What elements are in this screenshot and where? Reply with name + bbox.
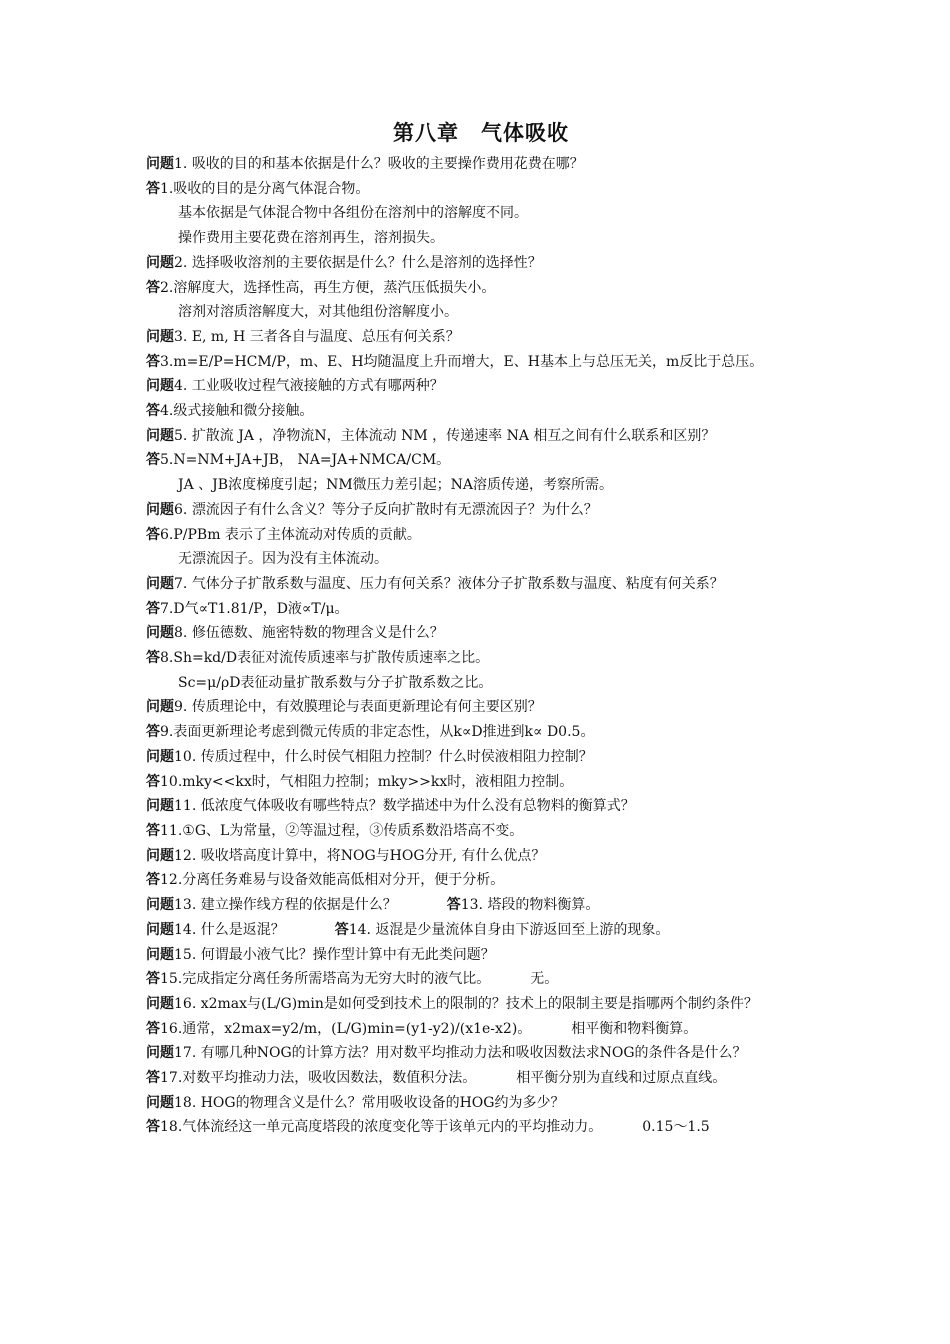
question-line <box>146 893 816 918</box>
answer-text: ①G、L为常量，②等温过程，③传质系数沿塔高不变。 <box>182 822 524 839</box>
question-tag: 问题 <box>146 427 174 444</box>
answer-tag: 答 <box>146 971 160 988</box>
answer-text: 操作费用主要花费在溶剂再生，溶剂损失。 <box>178 230 444 247</box>
answer-line <box>146 177 816 202</box>
answer-number: 6. <box>160 526 174 543</box>
answer-line <box>146 350 816 375</box>
question-tag: 问题 <box>146 847 174 864</box>
question-line <box>146 992 816 1017</box>
question-number: 3. <box>174 328 188 345</box>
answer-extra: 无。 <box>530 971 559 988</box>
answer-number: 10. <box>160 773 183 790</box>
answer-text: 无漂流因子。因为没有主体流动。 <box>178 551 388 568</box>
answer-extra: 0.15～1.5 <box>642 1119 710 1136</box>
answer-continuation <box>146 201 816 226</box>
question-number: 13. <box>174 897 197 914</box>
question-tag: 问题 <box>146 995 174 1012</box>
question-line <box>146 152 816 177</box>
answer-line <box>146 448 816 473</box>
answer-text: Sh=kd/D表征对流传质速率与扩散传质速率之比。 <box>173 650 490 667</box>
answer-text: 基本依据是气体混合物中各组份在溶剂中的溶解度不同。 <box>178 205 528 222</box>
question-line <box>146 745 816 770</box>
answer-continuation <box>146 671 816 696</box>
answer-text: 分离任务难易与设备效能高低相对分开，便于分析。 <box>182 872 505 889</box>
answer-number: 15. <box>160 971 183 988</box>
question-text: 建立操作线方程的依据是什么？ <box>200 897 397 914</box>
answer-text: Sc=μ/ρD表征动量扩散系数与分子扩散系数之比。 <box>178 674 493 691</box>
question-text: 修伍德数、施密特数的物理含义是什么？ <box>191 625 444 642</box>
question-line <box>146 918 816 943</box>
question-line <box>146 374 816 399</box>
answer-extra: 相平衡分别为直线和过原点直线。 <box>516 1070 727 1087</box>
question-number: 2. <box>174 254 188 271</box>
answer-line <box>146 399 816 424</box>
answer-line <box>146 720 816 745</box>
answer-line <box>146 967 816 992</box>
answer-line <box>146 819 816 844</box>
answer-text: JA 、JB浓度梯度引起；NM微压力差引起；NA溶质传递，考察所需。 <box>178 477 614 494</box>
answer-line <box>146 868 816 893</box>
answer-text: 吸收的目的是分离气体混合物。 <box>173 180 370 197</box>
answer-tag: 答 <box>446 897 461 914</box>
question-number: 7. <box>174 575 188 592</box>
question-line <box>146 572 816 597</box>
question-line <box>146 1041 816 1066</box>
page-title: 第八章 气体吸收 <box>393 121 569 145</box>
answer-number: 9. <box>160 724 174 741</box>
question-text: 吸收塔高度计算中，将NOG与HOG分开, 有什么优点？ <box>200 847 546 864</box>
question-line <box>146 943 816 968</box>
answer-tag: 答 <box>146 526 160 543</box>
question-text: 低浓度气体吸收有哪些特点？数学描述中为什么没有总物料的衡算式？ <box>200 798 635 815</box>
question-line <box>146 325 816 350</box>
answer-text: 溶解度大，选择性高，再生方便，蒸汽压低损失小。 <box>173 279 496 296</box>
answer-tag: 答 <box>146 180 160 197</box>
answer-line <box>146 646 816 671</box>
question-text: E, m, H 三者各自与温度、总压有何关系？ <box>191 328 460 345</box>
answer-line <box>146 276 816 301</box>
answer-text: 返混是少量流体自身由下游返回至上游的现象。 <box>375 921 670 938</box>
question-tag: 问题 <box>146 946 174 963</box>
question-number: 15. <box>174 946 197 963</box>
question-number: 5. <box>174 427 188 444</box>
answer-line <box>146 1066 816 1091</box>
question-text: 扩散流 JA ，净物流N，主体流动 NM ，传递速率 NA 相互之间有什么联系和区别？ <box>191 427 716 444</box>
answer-text: 气体流经这一单元高度塔段的浓度变化等于该单元内的平均推动力。 <box>182 1119 603 1136</box>
question-tag: 问题 <box>146 921 174 938</box>
question-line <box>146 844 816 869</box>
answer-number: 11. <box>160 822 183 839</box>
answer-line <box>146 523 816 548</box>
answer-text: 通常，x2max=y2/m，(L/G)min=(y1-y2)/(x1e-x2)。 <box>182 1020 532 1037</box>
question-text: 漂流因子有什么含义？等分子反向扩散时有无漂流因子？为什么？ <box>191 501 598 518</box>
answer-text: mky<<kx时，气相阻力控制；mky>>kx时，液相阻力控制。 <box>182 773 574 790</box>
answer-text: 完成指定分离任务所需塔高为无穷大时的液气比。 <box>182 971 491 988</box>
question-number: 18. <box>174 1094 197 1111</box>
question-line <box>146 251 816 276</box>
question-text: x2max与(L/G)min是如何受到技术上的限制的？技术上的限制主要是指哪两个制约条件？ <box>200 995 758 1012</box>
answer-tag: 答 <box>146 872 160 889</box>
answer-tag: 答 <box>146 279 160 296</box>
answer-tag: 答 <box>146 773 160 790</box>
question-number: 17. <box>174 1045 197 1062</box>
answer-text: m=E/P=HCM/P，m、E、H均随温度上升而增大，E、H基本上与总压无关，m反比于总压。 <box>173 353 764 370</box>
question-number: 9. <box>174 699 188 716</box>
answer-number: 4. <box>160 403 174 420</box>
question-number: 14. <box>174 921 197 938</box>
question-tag: 问题 <box>146 1045 174 1062</box>
answer-text: 塔段的物料衡算。 <box>487 897 600 914</box>
question-number: 6. <box>174 501 188 518</box>
answer-number: 13. <box>460 897 483 914</box>
answer-text: 对数平均推动力法，吸收因数法，数值积分法。 <box>182 1070 477 1087</box>
question-number: 1. <box>174 156 188 172</box>
answer-tag: 答 <box>334 921 349 938</box>
question-text: 传质过程中，什么时侯气相阻力控制？什么时侯液相阻力控制？ <box>200 748 593 765</box>
answer-tag: 答 <box>146 1020 160 1037</box>
question-text: HOG的物理含义是什么？常用吸收设备的HOG约为多少？ <box>200 1094 565 1111</box>
question-line <box>146 621 816 646</box>
answer-tag: 答 <box>146 1070 160 1087</box>
answer-number: 16. <box>160 1020 183 1037</box>
answer-number: 8. <box>160 650 174 667</box>
answer-text: P/PBm 表示了主体流动对传质的贡献。 <box>173 526 421 543</box>
answer-tag: 答 <box>146 1119 160 1136</box>
question-tag: 问题 <box>146 378 174 395</box>
question-text: 工业吸收过程气液接触的方式有哪两种？ <box>191 378 444 395</box>
answer-tag: 答 <box>146 403 160 420</box>
question-tag: 问题 <box>146 897 174 914</box>
question-number: 4. <box>174 378 188 395</box>
answer-number: 17. <box>160 1070 183 1087</box>
answer-tag: 答 <box>146 724 160 741</box>
question-line <box>146 695 816 720</box>
question-text: 有哪几种NOG的计算方法？用对数平均推动力法和吸收因数法求NOG的条件各是什么？ <box>200 1045 747 1062</box>
question-tag: 问题 <box>146 625 174 642</box>
question-text: 传质理论中，有效膜理论与表面更新理论有何主要区别？ <box>191 699 542 716</box>
answer-text: 表面更新理论考虑到微元传质的非定态性，从k∝D推进到k∝ D0.5。 <box>173 724 595 741</box>
answer-text: 级式接触和微分接触。 <box>173 403 314 420</box>
answer-number: 1. <box>160 180 174 197</box>
answer-continuation <box>146 226 816 251</box>
answer-number: 2. <box>160 279 174 296</box>
answer-line <box>146 1017 816 1042</box>
question-number: 10. <box>174 748 197 765</box>
question-tag: 问题 <box>146 1094 174 1111</box>
question-number: 12. <box>174 847 197 864</box>
answer-text: N=NM+JA+JB， NA=JA+NMCA/CM。 <box>173 452 451 469</box>
question-tag: 问题 <box>146 748 174 765</box>
answer-tag: 答 <box>146 600 160 617</box>
answer-number: 7. <box>160 600 174 617</box>
question-tag: 问题 <box>146 798 174 815</box>
question-text: 选择吸收溶剂的主要依据是什么？什么是溶剂的选择性？ <box>191 254 542 271</box>
question-text: 气体分子扩散系数与温度、压力有何关系？液体分子扩散系数与温度、粘度有何关系？ <box>191 575 724 592</box>
question-text: 何谓最小液气比？操作型计算中有无此类问题？ <box>200 946 495 963</box>
answer-tag: 答 <box>146 650 160 667</box>
question-tag: 问题 <box>146 699 174 716</box>
question-tag: 问题 <box>146 575 174 592</box>
question-text: 什么是返混？ <box>200 921 285 938</box>
question-line <box>146 424 816 449</box>
answer-number: 5. <box>160 452 174 469</box>
question-number: 8. <box>174 625 188 642</box>
answer-text: D气∝T1.81/P，D液∝T/μ。 <box>173 600 349 617</box>
answer-continuation <box>146 547 816 572</box>
question-tag: 问题 <box>146 254 174 271</box>
answer-number: 18. <box>160 1119 183 1136</box>
question-tag: 问题 <box>146 156 174 172</box>
answer-line <box>146 770 816 795</box>
answer-number: 3. <box>160 353 174 370</box>
question-tag: 问题 <box>146 328 174 345</box>
answer-text: 溶剂对溶质溶解度大，对其他组份溶解度小。 <box>178 304 458 321</box>
question-number: 11. <box>174 798 197 815</box>
answer-continuation <box>146 300 816 325</box>
question-line <box>146 1091 816 1116</box>
answer-extra: 相平衡和物料衡算。 <box>571 1020 698 1037</box>
qa-list <box>146 152 816 1140</box>
answer-number: 12. <box>160 872 183 889</box>
answer-line <box>146 597 816 622</box>
answer-continuation <box>146 473 816 498</box>
answer-number: 14. <box>348 921 371 938</box>
question-text: 吸收的目的和基本依据是什么？吸收的主要操作费用花费在哪？ <box>191 156 584 172</box>
question-line <box>146 498 816 523</box>
answer-tag: 答 <box>146 353 160 370</box>
answer-line <box>146 1115 816 1140</box>
answer-tag: 答 <box>146 822 160 839</box>
question-tag: 问题 <box>146 501 174 518</box>
question-number: 16. <box>174 995 197 1012</box>
document-page <box>146 118 816 1140</box>
answer-tag: 答 <box>146 452 160 469</box>
question-line <box>146 794 816 819</box>
